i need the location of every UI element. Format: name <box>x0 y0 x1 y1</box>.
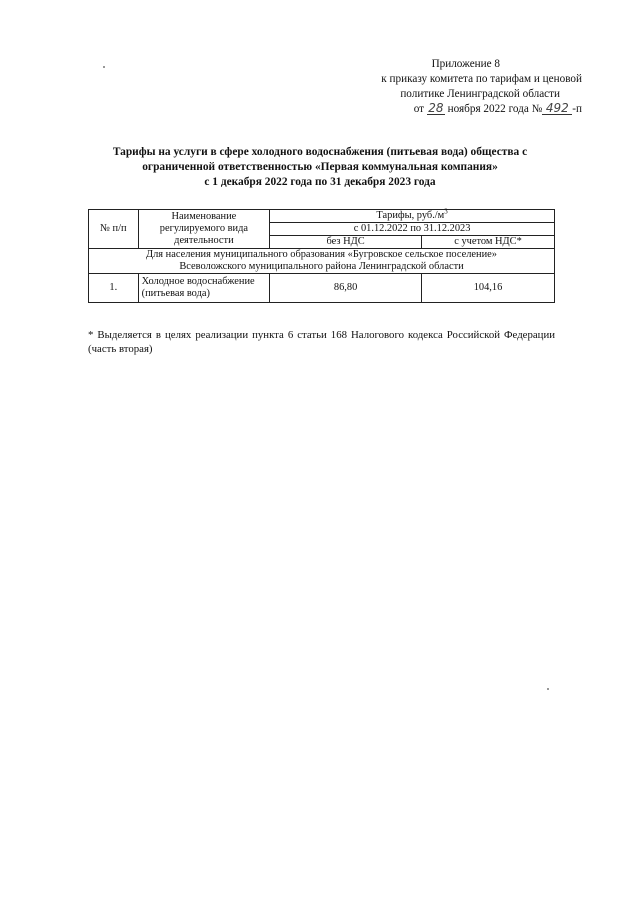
table-header-row <box>89 210 555 223</box>
tariffs-label: Тарифы, руб./м <box>376 210 445 221</box>
appendix-label: Приложение 8 <box>431 58 500 70</box>
row-without-vat: 86,80 <box>270 274 422 303</box>
number-suffix: -п <box>572 103 582 115</box>
table-row <box>89 274 555 303</box>
table-group-row <box>89 249 555 274</box>
header-without-vat: без НДС <box>270 236 422 249</box>
scan-speck <box>547 688 549 690</box>
handwritten-number: 492 <box>542 102 572 115</box>
document-header <box>342 57 582 117</box>
footnote: * Выделяется в целях реализации пункта 6 статьи 168 Налогового кодекса Российской Федерации (часть вторая) <box>88 329 555 355</box>
order-reference-line1: к приказу комитета по тарифам и ценовой <box>381 73 582 85</box>
document-title <box>90 145 550 190</box>
header-activity: Наименование регулируемого вида деятельности <box>138 210 270 249</box>
header-tariffs <box>270 207 555 223</box>
group-line1: Для населения муниципального образования «Бугровское сельское поселение» <box>146 249 497 260</box>
header-with-vat: с учетом НДС* <box>422 236 555 249</box>
group-line2: Всеволожского муниципального района Ленинградской области <box>179 261 464 272</box>
title-line3: с 1 декабря 2022 года по 31 декабря 2023 года <box>204 176 436 188</box>
date-prefix: от <box>413 103 425 115</box>
scan-speck <box>103 66 105 68</box>
tariff-table <box>88 209 555 303</box>
date-middle: ноября 2022 года № <box>447 103 543 115</box>
row-with-vat: 104,16 <box>422 274 555 303</box>
header-num: № п/п <box>89 210 139 249</box>
order-reference-line2: политике Ленинградской области <box>400 88 560 100</box>
tariffs-unit-sup: 3 <box>444 207 448 216</box>
order-date-line <box>342 102 582 117</box>
handwritten-day: 28 <box>428 101 444 115</box>
title-line2: ограниченной ответственностью «Первая коммунальная компания» <box>142 161 498 173</box>
title-line1: Тарифы на услуги в сфере холодного водоснабжения (питьевая вода) общества с <box>112 146 528 158</box>
row-num: 1. <box>89 274 139 303</box>
group-label <box>89 249 555 274</box>
header-period: с 01.12.2022 по 31.12.2023 <box>270 223 555 236</box>
row-activity-name: Холодное водоснабжение (питьевая вода) <box>138 274 270 303</box>
